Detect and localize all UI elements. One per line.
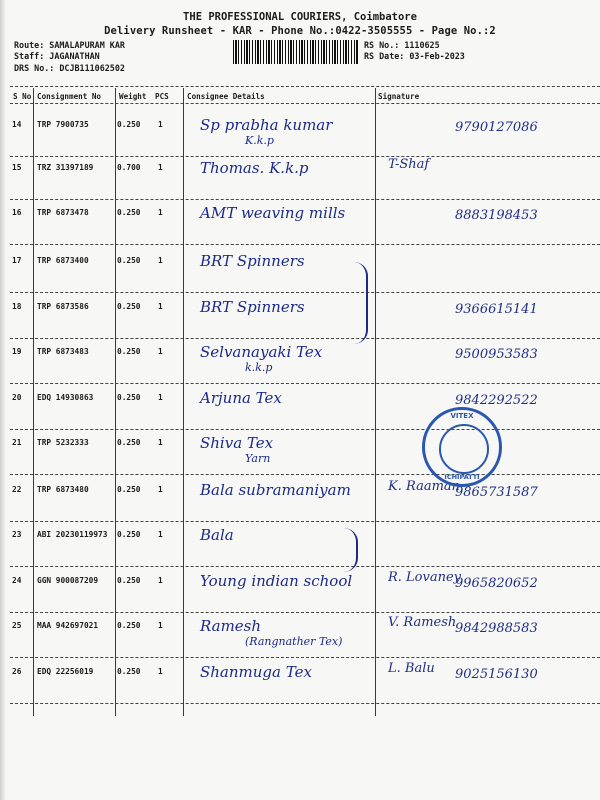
weight-cell: 0.250 — [117, 208, 141, 217]
consignee-handwritten: Selvanayaki Tex — [200, 343, 323, 361]
handwritten-phone: 9025156130 — [455, 667, 538, 682]
company-title: THE PROFESSIONAL COURIERS, Coimbatore — [183, 11, 417, 23]
consignee-handwritten: Shanmuga Tex — [200, 663, 312, 681]
consignee-handwritten: Arjuna Tex — [200, 389, 282, 407]
consignment-number-cell: TRP 6873400 — [37, 256, 89, 265]
company-seal-stamp — [422, 407, 502, 487]
row-divider — [10, 429, 600, 430]
weight-cell: 0.250 — [117, 621, 141, 630]
consignee-handwritten-line2: k.k.p — [245, 361, 273, 374]
sno-cell: 23 — [12, 530, 22, 539]
consignee-handwritten: Thomas. K.k.p — [200, 159, 309, 177]
page-edge-shadow — [0, 0, 6, 800]
weight-cell: 0.250 — [117, 302, 141, 311]
column-rule — [33, 88, 34, 716]
row-divider — [10, 156, 600, 157]
consignee-handwritten: Sp prabha kumar — [200, 116, 333, 134]
sno-cell: 24 — [12, 576, 22, 585]
rs-date: RS Date: 03-Feb-2023 — [364, 51, 465, 61]
row-divider — [10, 474, 600, 475]
divider — [10, 103, 600, 104]
row-divider — [10, 612, 600, 613]
handwritten-phone: 9366615141 — [455, 302, 538, 317]
handwritten-phone: 9842292522 — [455, 393, 538, 408]
pcs-cell: 1 — [158, 621, 163, 630]
sno-cell: 15 — [12, 163, 22, 172]
consignment-number-cell: TRZ 31397189 — [37, 163, 94, 172]
handwritten-phone: 9965820652 — [455, 576, 538, 591]
weight-cell: 0.250 — [117, 485, 141, 494]
sno-cell: 25 — [12, 621, 22, 630]
sno-cell: 21 — [12, 438, 22, 447]
col-pcs-header: PCS — [155, 92, 169, 101]
consignment-number-cell: TRP 5232333 — [37, 438, 89, 447]
weight-cell: 0.250 — [117, 667, 141, 676]
stamp-top-text: VITEX — [450, 412, 474, 420]
consignee-handwritten: Ramesh — [200, 617, 262, 635]
col-signature-header: Signature — [378, 92, 420, 101]
pcs-cell: 1 — [158, 485, 163, 494]
pcs-cell: 1 — [158, 256, 163, 265]
pcs-cell: 1 — [158, 302, 163, 311]
consignment-number-cell: MAA 942697021 — [37, 621, 99, 630]
row-divider — [10, 199, 600, 200]
row-divider — [10, 566, 600, 567]
sno-cell: 20 — [12, 393, 22, 402]
consignee-handwritten-line2: (Rangnather Tex) — [245, 635, 343, 648]
handwritten-phone: 9842988583 — [455, 621, 538, 636]
consignee-handwritten: BRT Spinners — [200, 298, 305, 316]
handwritten-phone: 9865731587 — [455, 485, 538, 500]
weight-cell: 0.250 — [117, 120, 141, 129]
pcs-cell: 1 — [158, 667, 163, 676]
column-rule — [183, 88, 184, 716]
runsheet-subtitle: Delivery Runsheet - KAR - Phone No.:0422-3505555 - Page No.:2 — [104, 25, 496, 37]
col-consignee-header: Consignee Details — [187, 92, 265, 101]
row-divider — [10, 521, 600, 522]
weight-cell: 0.250 — [117, 256, 141, 265]
consignment-number-cell: EDQ 14930863 — [37, 393, 94, 402]
col-consignment-header: Consignment No — [37, 92, 102, 101]
handwritten-phone: 9500953583 — [455, 347, 538, 362]
pcs-cell: 1 — [158, 120, 163, 129]
consignment-number-cell: EDQ 22256019 — [37, 667, 94, 676]
consignee-handwritten: Shiva Tex — [200, 434, 274, 452]
sno-cell: 17 — [12, 256, 22, 265]
weight-cell: 0.250 — [117, 393, 141, 402]
sno-cell: 22 — [12, 485, 22, 494]
row-divider — [10, 383, 600, 384]
pcs-cell: 1 — [158, 576, 163, 585]
weight-cell: 0.250 — [117, 347, 141, 356]
pcs-cell: 1 — [158, 438, 163, 447]
consignment-number-cell: TRP 6873483 — [37, 347, 89, 356]
signature-scribble: K. Raaman — [388, 479, 461, 494]
row-divider — [10, 338, 600, 339]
sno-cell: 19 — [12, 347, 22, 356]
consignee-handwritten: Bala subramaniyam — [200, 481, 351, 499]
signature-scribble: R. Lovaney — [388, 570, 462, 585]
signature-scribble: V. Ramesh — [388, 615, 457, 630]
weight-cell: 0.250 — [117, 530, 141, 539]
weight-cell: 0.250 — [117, 438, 141, 447]
weight-cell: 0.250 — [117, 576, 141, 585]
consignee-handwritten: Bala — [200, 526, 234, 544]
barcode — [233, 40, 358, 64]
consignment-number-cell: TRP 6873480 — [37, 485, 89, 494]
col-weight-header: Weight — [119, 92, 147, 101]
pcs-cell: 1 — [158, 347, 163, 356]
stamp-inner-ring — [439, 424, 489, 474]
staff-label: Staff: JAGANATHAN — [14, 51, 100, 61]
consignment-number-cell: ABI 20230119973 — [37, 530, 108, 539]
column-rule — [375, 88, 376, 716]
consignment-number-cell: TRP 7900735 — [37, 120, 89, 129]
signature-scribble: L. Balu — [388, 661, 435, 676]
handwritten-phone: 8883198453 — [455, 208, 538, 223]
signature-scribble: T-Shaf — [388, 157, 430, 172]
consignment-number-cell: TRP 6873478 — [37, 208, 89, 217]
sno-cell: 18 — [12, 302, 22, 311]
pcs-cell: 1 — [158, 163, 163, 172]
sno-cell: 14 — [12, 120, 22, 129]
row-divider — [10, 657, 600, 658]
rs-number: RS No.: 1110625 — [364, 40, 440, 50]
pcs-cell: 1 — [158, 208, 163, 217]
pcs-cell: 1 — [158, 393, 163, 402]
consignment-number-cell: GGN 900087209 — [37, 576, 99, 585]
sno-cell: 26 — [12, 667, 22, 676]
col-sno-header: S No — [13, 92, 32, 101]
divider — [10, 86, 600, 87]
consignee-handwritten: Young indian school — [200, 572, 353, 590]
stamp-bottom-text: ICHIPATTI — [444, 473, 480, 481]
consignee-handwritten-line2: Yarn — [245, 452, 271, 465]
pcs-cell: 1 — [158, 530, 163, 539]
consignee-handwritten: AMT weaving mills — [200, 204, 346, 222]
row-divider — [10, 292, 600, 293]
weight-cell: 0.700 — [117, 163, 141, 172]
bracket-mark — [352, 262, 368, 344]
consignment-number-cell: TRP 6873586 — [37, 302, 89, 311]
consignee-handwritten-line2: K.k.p — [245, 134, 274, 147]
row-divider — [10, 244, 600, 245]
sno-cell: 16 — [12, 208, 22, 217]
consignee-handwritten: BRT Spinners — [200, 252, 305, 270]
bracket-mark — [340, 528, 358, 572]
handwritten-phone: 9790127086 — [455, 120, 538, 135]
column-rule — [115, 88, 116, 716]
drs-number: DRS No.: DCJB111062502 — [14, 63, 125, 73]
row-divider — [10, 703, 600, 704]
route-label: Route: SAMALAPURAM KAR — [14, 40, 125, 50]
